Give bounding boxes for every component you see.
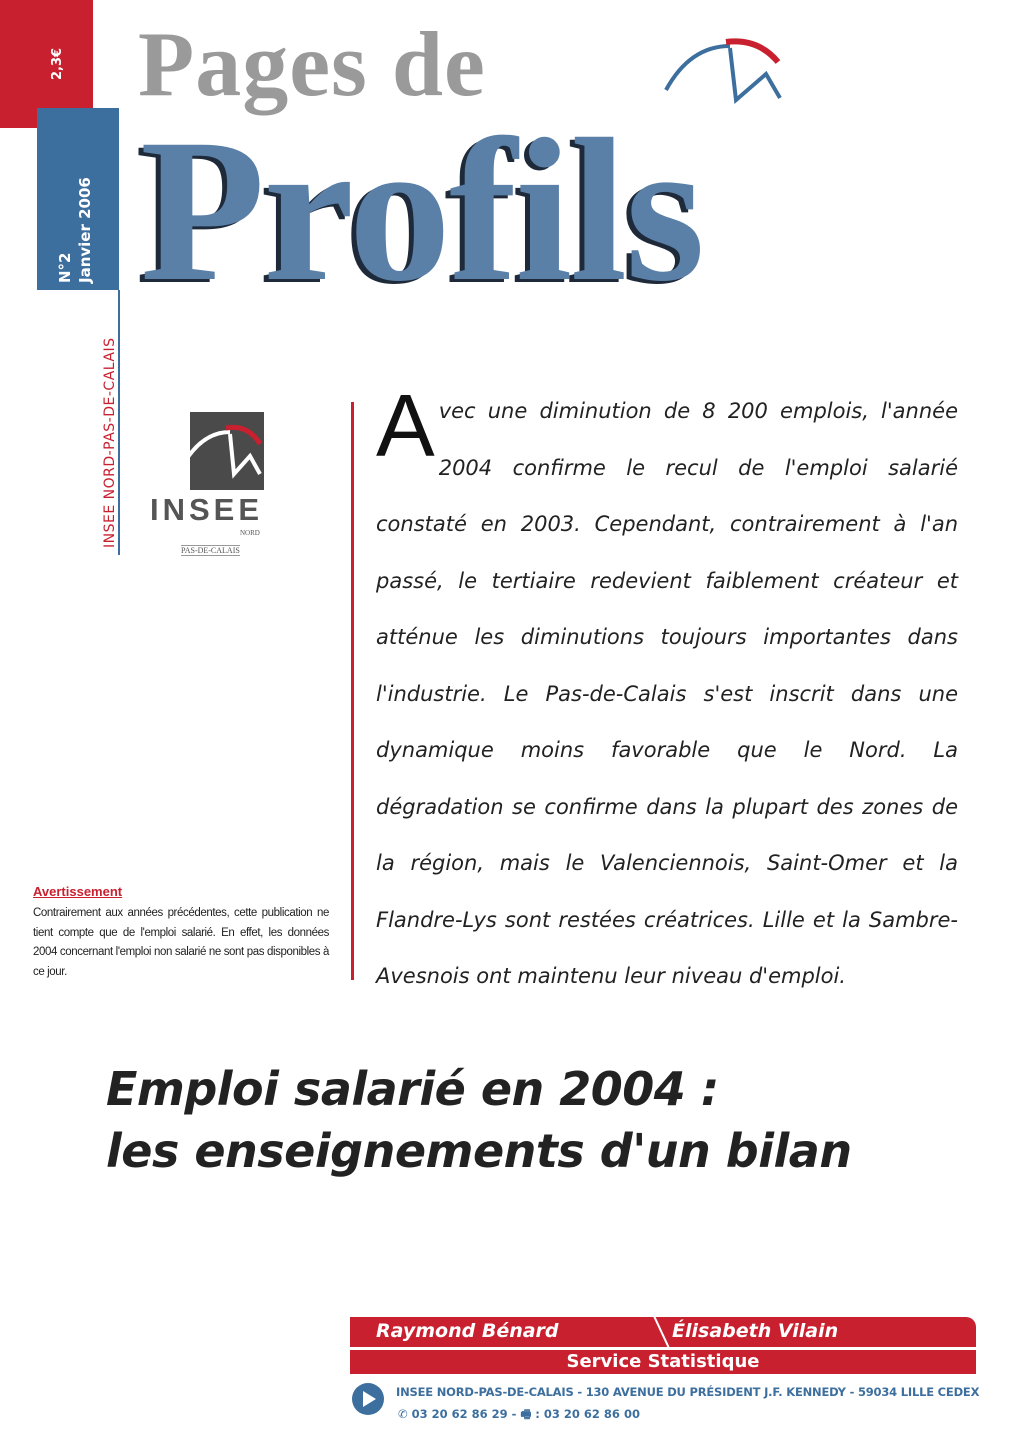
- insee-logo-region: PAS-DE-CALAIS: [181, 546, 240, 555]
- intro-paragraph: [376, 376, 958, 1005]
- service-name: Service Statistique: [566, 1351, 760, 1372]
- title-line2: les enseignements d'un bilan: [106, 1124, 852, 1178]
- insee-mark-icon: [660, 34, 790, 114]
- price: 2,3€: [50, 47, 65, 80]
- insee-logo-name: INSEE: [150, 492, 264, 527]
- intro-text: vec une diminution de 8 200 emplois, l'année 2004 confirme le recul de l'emploi salarié constaté en 2003. Cependant, contrairement à l'an passé, le tertiaire redevient faiblement créateur et atténue les diminutions toujours importantes dans l'industrie. Le Pas-de-Calais s'est inscrit dans une dynamique moins favorable que le Nord. La dégradation se confirme dans la plupart des zones de la région, mais le Valenciennois, Saint-Omer et la Flandre-Lys sont restées créatrices. Lille et la Sambre-Avesnois ont maintenu leur niveau d'emploi.: [376, 399, 958, 988]
- red-divider: [351, 402, 354, 980]
- warning-title: Avertissement: [33, 884, 123, 899]
- issue-number: N°2: [56, 252, 74, 283]
- issue-info: [55, 177, 95, 283]
- arrow-right-icon: [352, 1383, 384, 1415]
- warning-text: Contrairement aux années précédentes, cette publication ne tient compte que de l'emploi salarié. En effet, les données 2004 concernant l'emploi non salarié ne sont pas disponibles à ce jour.: [33, 907, 329, 978]
- page-title: [106, 1058, 852, 1182]
- address: INSEE NORD-PAS-DE-CALAIS - 130 AVENUE DU PRÉSIDENT J.F. KENNEDY - 59034 LILLE CEDEX: [396, 1385, 980, 1399]
- insee-logo-square: [190, 412, 264, 490]
- phone-fax: ✆ 03 20 62 86 29 - 🖷 : 03 20 62 86 00: [398, 1407, 640, 1421]
- author-2: Élisabeth Vilain: [672, 1320, 839, 1342]
- title-line1: Emploi salarié en 2004 :: [106, 1062, 719, 1116]
- insee-logo-mark-icon: [190, 412, 264, 490]
- issue-date: Janvier 2006: [76, 177, 94, 283]
- masthead-line1: Pages de: [138, 13, 486, 115]
- masthead-line2: Profils: [140, 97, 703, 324]
- blue-divider: [118, 290, 120, 555]
- publisher-vertical: INSEE NORD-PAS-DE-CALAIS: [102, 337, 118, 548]
- author-1: Raymond Bénard: [376, 1320, 559, 1342]
- intro-dropcap: A: [376, 376, 435, 475]
- insee-logo-nord: NORD: [240, 529, 260, 537]
